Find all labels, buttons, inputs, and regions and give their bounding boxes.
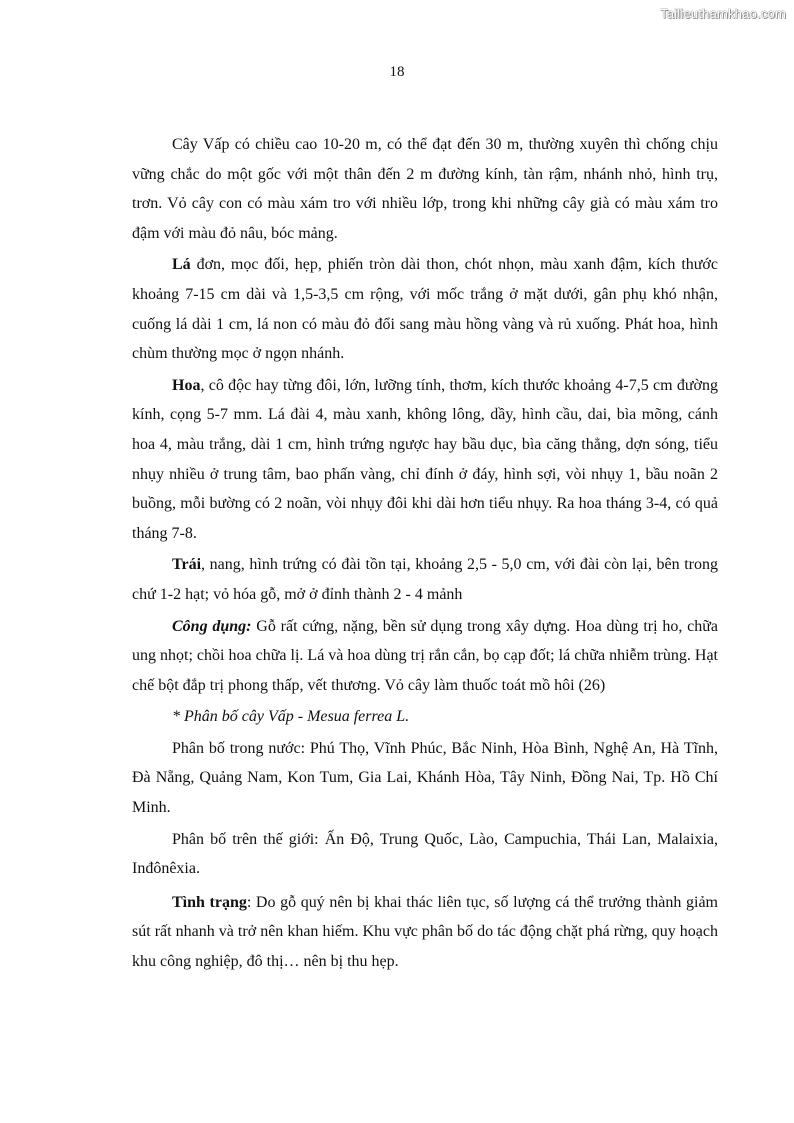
fruit-text: , nang, hình trứng có đài tồn tại, khoảng 2,5 - 5,0 cm, với đài còn lại, bên trong chứ 1-2 hạt; vỏ hóa gỗ, mở ở đỉnh thành 2 - 4 mảnh [132, 556, 718, 603]
paragraph-status [132, 888, 718, 977]
status-label: Tình trạng [172, 893, 247, 911]
paragraph-domestic-distribution: Phân bố trong nước: Phú Thọ, Vĩnh Phúc, Bắc Ninh, Hòa Bình, Nghệ An, Hà Tĩnh, Đà Nẵng, Quảng Nam, Kon Tum, Gia Lai, Khánh Hòa, Tây Ninh, Đồng Nai, Tp. Hồ Chí Minh. [132, 739, 718, 817]
status-text: : Do gỗ quý nên bị khai thác liên tục, số lượng cá thể trưởng thành giảm sút rất nhanh và trở nên khan hiếm. Khu vực phân bố do tác động chặt phá rừng, quy hoạch khu công nghiệp, đô thị… nên bị thu hẹp. [132, 893, 718, 971]
leaf-text: đơn, mọc đối, hẹp, phiến tròn dài thon, chót nhọn, màu xanh đậm, kích thước khoảng 7-15 cm dài và 1,5-3,5 cm rộng, với mốc trắng ở mặt dưới, gân phụ khó nhận, cuống lá dài 1 cm, lá non có màu đỏ đổi sang màu hồng vàng và rủ xuống. Phát hoa, hình chùm thường mọc ở ngọn nhánh. [132, 256, 718, 363]
paragraph-leaf [132, 250, 718, 368]
flower-label: Hoa [172, 376, 201, 394]
page-number: 18 [389, 64, 405, 80]
watermark: Tailieuthamkhao.com [660, 6, 786, 21]
paragraph-intro: Cây Vấp có chiều cao 10-20 m, có thể đạt đến 30 m, thường xuyên thì chống chịu vững chắc do một gốc với một thân đến 2 m đường kính, tàn rậm, nhánh nhỏ, hình trụ, trơn. Vỏ cây con có màu xám tro với nhiều lớp, trong khi những cây già có màu xám tro đậm với màu đỏ nâu, bóc mảng. [132, 136, 718, 242]
flower-text: , cô độc hay từng đôi, lớn, lưỡng tính, thơm, kích thước khoảng 4-7,5 cm đường kính, cọng 5-7 mm. Lá đài 4, màu xanh, không lông, dầy, hình cầu, dai, bìa mõng, cánh hoa 4, màu trắng, dài 1 cm, hình trứng ngược hay bầu dục, bìa căng thẳng, dợn sóng, tiểu nhụy nhiều ở trung tâm, bao phấn vàng, chỉ đính ở đáy, hình sợi, vòi nhụy 1, bầu noãn 2 buồng, mỗi bường có 2 noãn, vòi nhụy đôi khi dài hơn tiểu nhụy. Ra hoa tháng 3-4, có quả tháng 7-8. [132, 376, 718, 542]
paragraph-flower [132, 371, 718, 549]
paragraph-fruit [132, 550, 718, 609]
leaf-label: Lá [172, 256, 191, 274]
paragraph-uses [132, 612, 718, 701]
uses-text: Gỗ rất cứng, nặng, bền sử dụng trong xây dựng. Hoa dùng trị ho, chữa ung nhọt; chồi hoa chữa lị. Lá và hoa dùng trị rắn cắn, bọ cạp đốt; lá chữa nhiễm trùng. Hạt chế bột đắp trị phong thấp, vết thương. Vỏ cây làm thuốc toát mồ hôi (26) [132, 617, 718, 694]
document-body [132, 130, 718, 977]
distribution-heading: * Phân bố cây Vấp - Mesua ferrea L. [172, 708, 410, 726]
paragraph-world-distribution: Phân bố trên thế giới: Ấn Độ, Trung Quốc, Lào, Campuchia, Thái Lan, Malaixia, Inđônêxia. [132, 830, 718, 878]
fruit-label: Trái [172, 556, 202, 574]
uses-label: Công dụng: [172, 617, 252, 635]
